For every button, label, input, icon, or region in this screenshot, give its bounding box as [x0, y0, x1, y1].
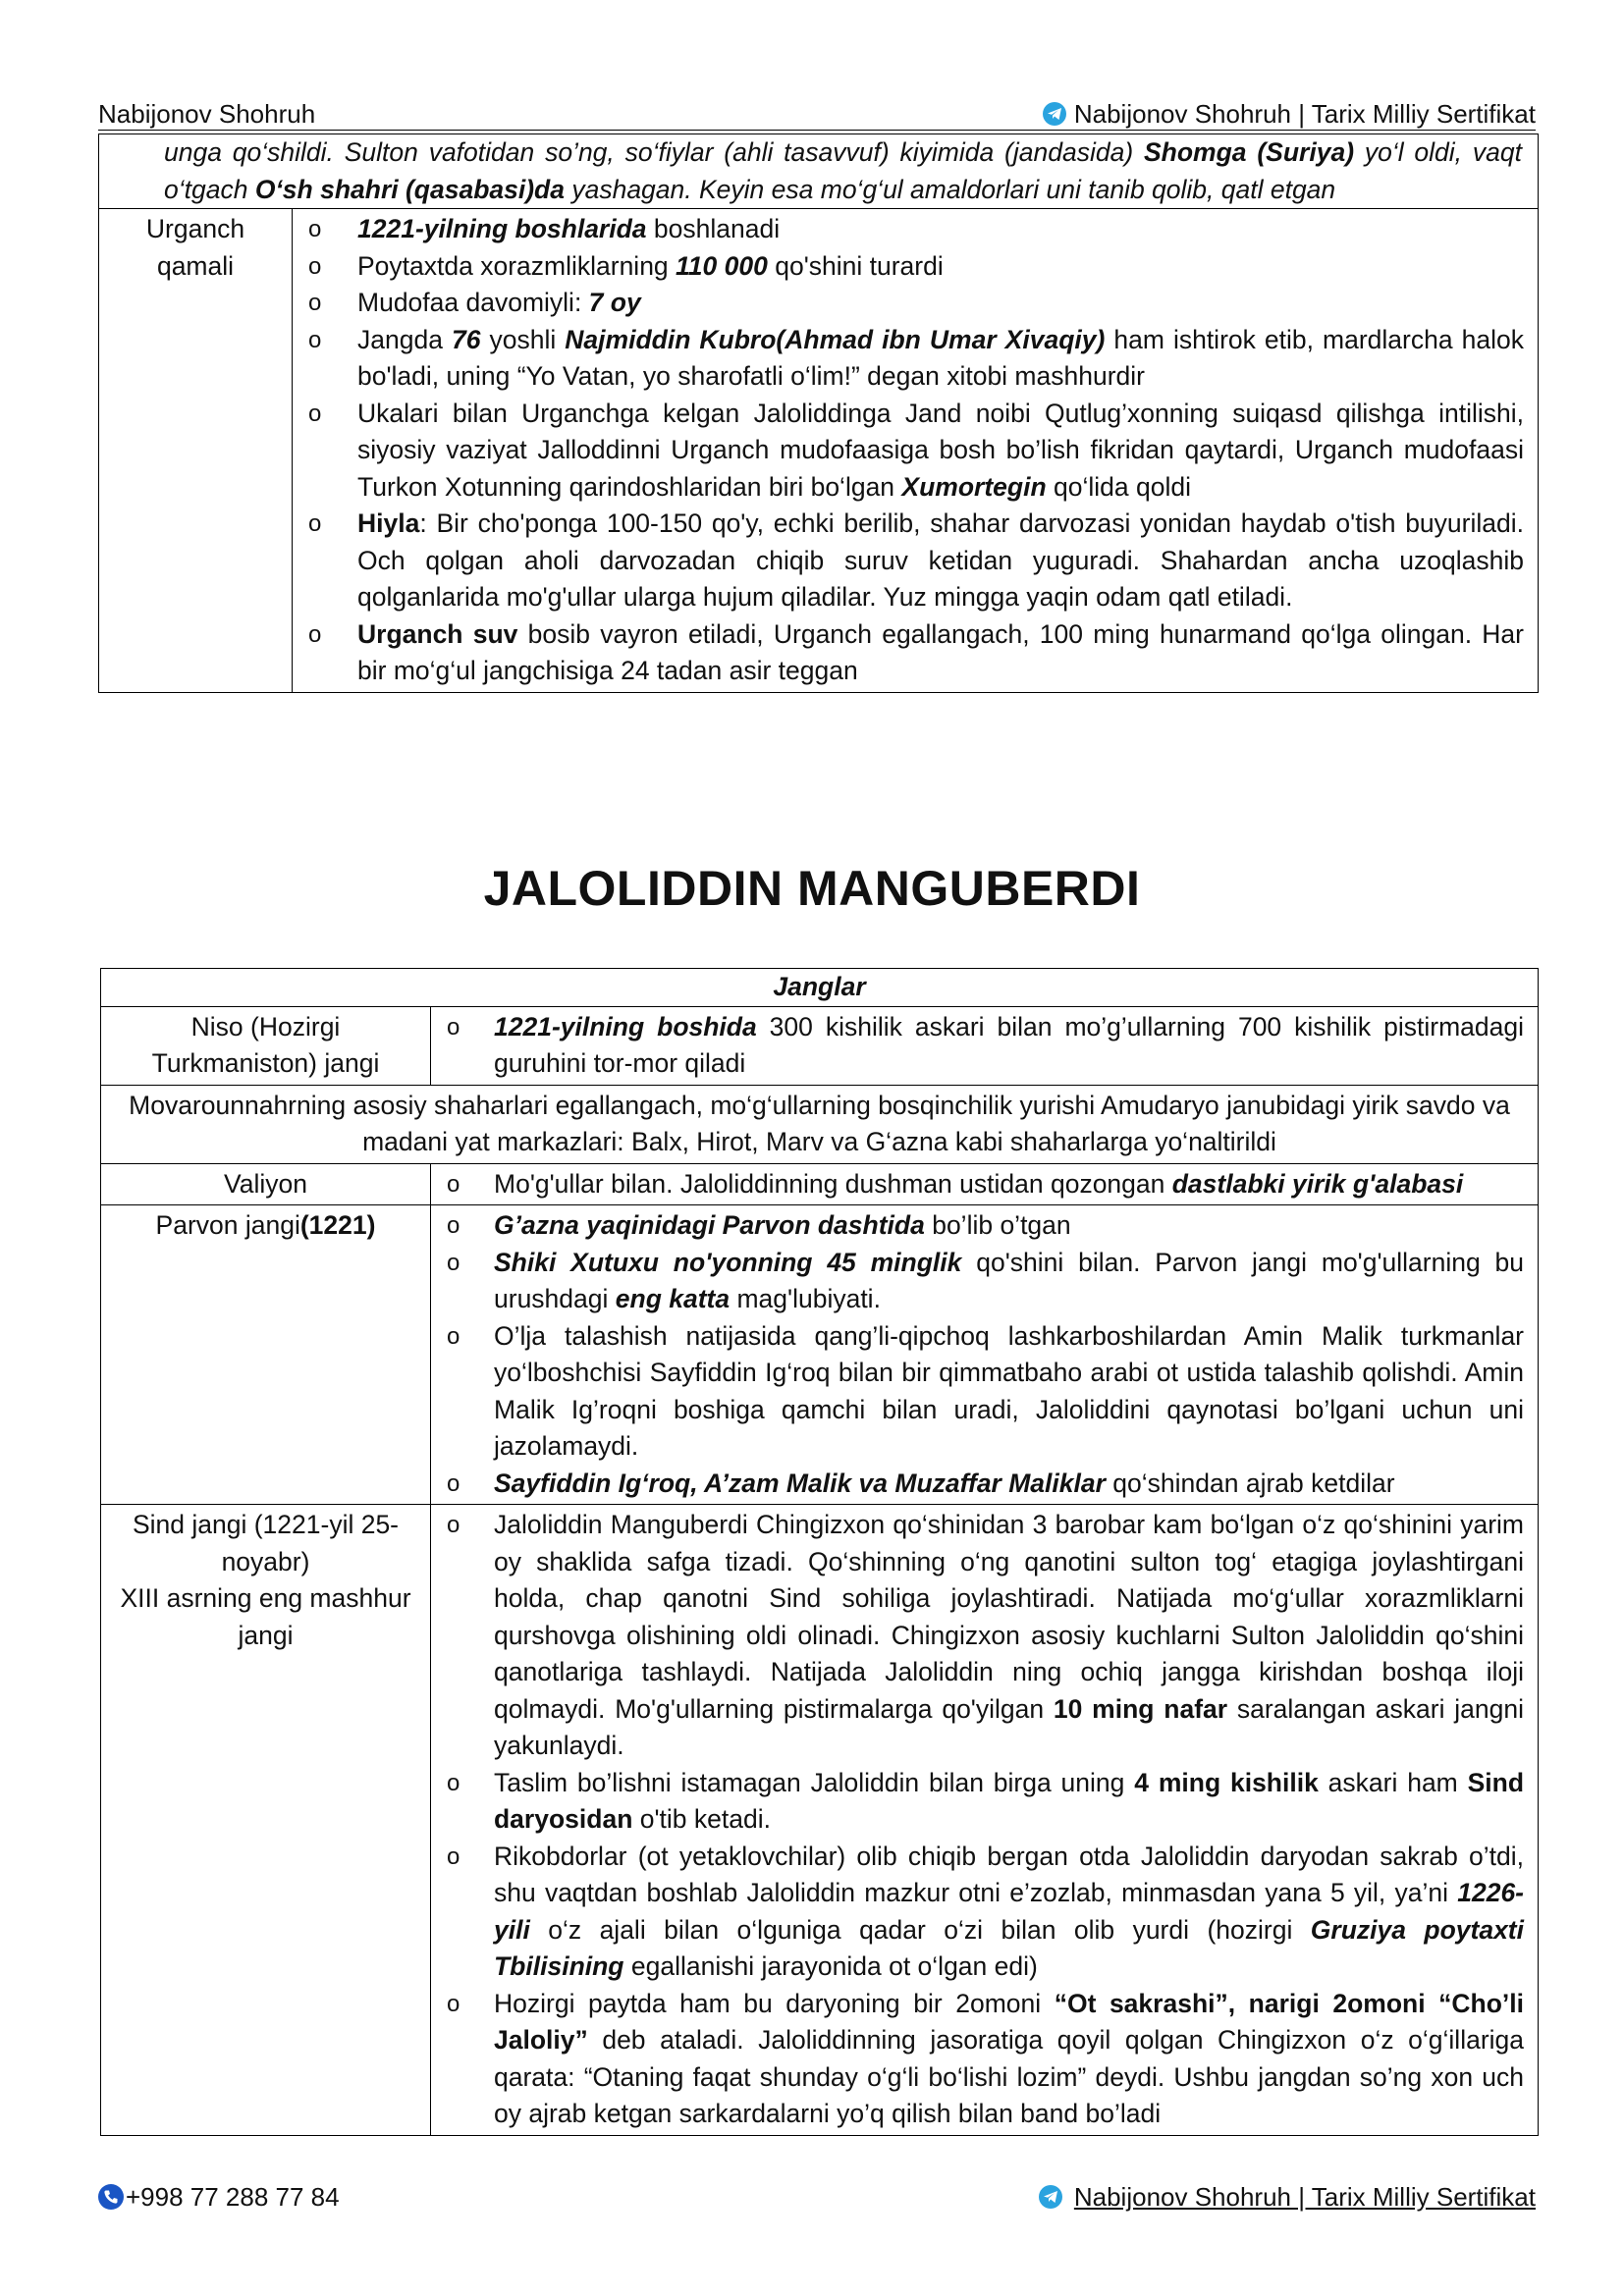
parvon-label-text: Parvon jangi: [155, 1210, 300, 1240]
text-run: 7 oy: [588, 288, 641, 317]
text-run: Shomga (Suriya): [1143, 137, 1355, 167]
list-item: [293, 248, 1524, 286]
text-run: yoshli: [480, 324, 566, 354]
text-run: askari ham: [1318, 1767, 1468, 1797]
text-run: Hozirgi paytda ham bu daryoning bir 2omoni: [494, 1988, 1055, 2018]
sind-items-cell: [431, 1505, 1539, 2136]
text-run: o‘z ajali bilan o‘lguniga qadar o‘zi bilan olib yurdi (hozirgi: [529, 1914, 1311, 1945]
text-run: Rikobdorlar (ot yetaklovchilar) olib chiqib bergan otda Jaloliddin daryodan sakrab o’tdi, shu vaqtdan boshlab Jaloliddin mazkur otni e’zozlab, minmasdan yana 5 yil, ya’ni: [494, 1841, 1525, 1907]
page-footer: [98, 2177, 1536, 2216]
header-author: Nabijonov Shohruh: [98, 99, 316, 129]
niso-items-cell: [431, 1006, 1539, 1085]
text-run: ham ishtirok etib, mardlarcha halok bo'ladi, uning “Yo Vatan, yo sharofatli o‘lim!” degan xitobi mashhurdir: [357, 324, 1524, 391]
urganch-table: [98, 133, 1539, 693]
list-item: [431, 1466, 1524, 1503]
text-run: boshlanadi: [646, 214, 781, 243]
text-run: deb ataladi. Jaloliddinning jasoratiga qoyil qolgan Chingizxon o‘z o‘g‘illariga qarata: “Otaning faqat shunday o‘g‘li bo‘lishi lozim” deydi. Ushbu jangdan so’ng xon uch oy ajrab ketgan sarkardalarni yo’q qilish bilan band bo’ladi: [494, 2025, 1525, 2128]
list-item: [431, 1245, 1524, 1318]
text-run: Gruziya poytaxti Tbilisining: [494, 1914, 1524, 1981]
text-run: Jangda: [357, 324, 452, 354]
text-run: unga qo‘shildi. Sulton vafotidan so’ng, so‘fiylar (ahli tasavvuf) kiyimida (jandasida): [164, 137, 1144, 167]
parvon-list: [431, 1205, 1538, 1504]
text-run: yashagan. Keyin esa mo‘g‘ul amaldorlari uni tanib qolib, qatl etgan: [564, 174, 1336, 204]
sind-list: [431, 1505, 1538, 2135]
list-item: [431, 1986, 1524, 2133]
telegram-icon: [1043, 102, 1066, 126]
page-header: [98, 94, 1536, 131]
niso-label: Niso (Hozirgi Turkmaniston) jangi: [101, 1006, 431, 1085]
text-run: 1221-yilning boshlarida: [357, 214, 647, 243]
text-run: 4 ming kishilik: [1134, 1767, 1319, 1797]
text-run: Poytaxtda xorazmliklarning: [357, 250, 677, 281]
niso-list: [431, 1007, 1538, 1085]
text-run: Ukalari bilan Urganchga kelgan Jaloliddinga Jand noibi Qutlug’xonning suiqasd qilishga intilishi, siyosiy vaziyat Jalloddinni Urganch mudofaasiga bosh bo’lish fikridan qaytardi, Urganch mudofaasi Turkon Xotunning qarindoshlaridan biri bo‘lgan: [357, 398, 1524, 502]
list-item: [431, 1009, 1524, 1083]
text-run: bosib vayron etiladi, Urganch egallangach, 100 ming hunarmand qo‘lga olingan. Har bir mo‘g‘ul jangchisiga 24 tadan asir teggan: [357, 618, 1524, 685]
list-item: [431, 1839, 1524, 1986]
battles-table: [100, 968, 1539, 2136]
list-item: [293, 396, 1524, 507]
footer-channel[interactable]: [1039, 2177, 1536, 2216]
text-run: Xumortegin: [901, 471, 1047, 502]
text-run: Najmiddin Kubro(Ahmad ibn Umar Xivaqiy): [565, 324, 1106, 354]
list-item: [293, 211, 1524, 248]
list-item: [431, 1318, 1524, 1466]
parvon-items-cell: [431, 1205, 1539, 1505]
urganch-list: [293, 209, 1538, 692]
text-run: eng katta: [615, 1284, 731, 1313]
text-run: Shiki Xutuxu no'yonning 45 minglik: [494, 1247, 962, 1277]
text-run: O‘sh shahri (qasabasi)da: [254, 174, 565, 204]
text-run: : Bir cho'ponga 100-150 qo'y, echki berilib, shahar darvozasi yonidan haydab o'tish buyuriladi. Och qolgan aholi darvozadan chiqib suruv ketidan yuguradi. Shahardan ancha uzoqlashib qolganlarida mo'g'ullar ularga hujum qiladilar. Yuz mingga yaqin odam qatl etiladi.: [357, 508, 1524, 612]
header-channel-label: Nabijonov Shohruh | Tarix Milliy Sertifikat: [1073, 99, 1536, 129]
urganch-label: Urganch qamali: [99, 209, 293, 693]
text-run: G’azna yaqinidagi Parvon dashtida: [494, 1210, 925, 1240]
telegram-icon: [1039, 2185, 1062, 2209]
section-title: JALOLIDDIN MANGUBERDI: [483, 861, 1141, 916]
text-run: qo'shini turardi: [767, 250, 944, 281]
text-run: 110 000: [676, 250, 768, 281]
list-item: [431, 1765, 1524, 1839]
text-run: saralangan askari jangni yakunlaydi.: [494, 1693, 1525, 1760]
phone-icon: [98, 2184, 124, 2210]
list-item: [293, 285, 1524, 322]
footer-channel-label: Nabijonov Shohruh | Tarix Milliy Sertifikat: [1073, 2182, 1536, 2212]
text-run: 1221-yilning boshida: [494, 1011, 757, 1041]
text-run: 300 kishilik askari bilan mo’g’ullarning 700 kishilik pistirmadagi guruhini tor-mor qiladi: [494, 1011, 1525, 1078]
continuation-text: [99, 134, 1539, 209]
sind-label-text: Sind jangi (1221-yil 25-noyabr): [132, 1510, 400, 1576]
valiyon-label: Valiyon: [101, 1163, 431, 1205]
text-run: yo‘l oldi, vaqt o‘tgach: [164, 137, 1522, 204]
list-item: [293, 616, 1524, 690]
text-run: 10 ming nafar: [1053, 1693, 1228, 1724]
header-channel[interactable]: [1043, 96, 1536, 132]
text-run: o'tib ketadi.: [632, 1804, 771, 1834]
text-run: Hiyla: [357, 508, 420, 538]
text-run: bo’lib o’tgan: [924, 1210, 1071, 1240]
text-run: egallanishi jarayonida ot o‘lgan edi): [623, 1951, 1038, 1981]
valiyon-items-cell: [431, 1163, 1539, 1205]
list-item: [431, 1207, 1524, 1245]
text-run: Jaloliddin Manguberdi Chingizxon qo‘shinidan 3 barobar kam bo‘lgan o‘z qo‘shinini yarim oy shaklida safga tizadi. Qo‘shinning o‘ng qanotini sulton tog‘ etagiga joylashtirgani holda, chap qanotni Sind sohiliga joylashtiradi. Natijada mo‘g‘ullar xorazmliklarni qurshovga olishining oldi olinadi. Chingizxon asosiy kuchlarni Sulton Jaloliddin qo‘shini qanotlariga tashlaydi. Natijada Jaloliddin ning ochiq jangga kirishdan boshqa iloji qolmaydi. Mo'g'ullarning pistirmalarga qo'yilgan: [494, 1510, 1525, 1724]
text-run: Taslim bo’lishni istamagan Jaloliddin bilan birga uning: [494, 1767, 1135, 1797]
urganch-items-cell: [293, 209, 1539, 693]
text-run: qo‘lida qoldi: [1046, 471, 1191, 502]
text-run: qo'shini bilan. Parvon jangi mo'g'ullarning bu urushdagi: [494, 1247, 1525, 1313]
text-run: “Ot sakrashi”, narigi 2omoni “Cho’li Jaloliy”: [494, 1988, 1525, 2055]
sind-sublabel: XIII asrning eng mashhur jangi: [120, 1583, 411, 1650]
footer-phone-number: +998 77 288 77 84: [126, 2182, 340, 2212]
text-run: dastlabki yirik g'alabasi: [1171, 1168, 1464, 1199]
valiyon-list: [431, 1164, 1538, 1205]
text-run: O’lja talashish natijasida qang’li-qipchoq lashkarboshilardan Amin Malik turkmanlar yo‘lboshchisi Sayfiddin Ig‘roq bilan bir qimmatbaho arabi ot ustida talashib qolishdi. Amin Malik Ig’roqni boshiga qamchi bilan uradi, Jaloliddini qaynotasi bo’lgani uchun uni jazolamaydi.: [494, 1320, 1525, 1461]
text-run: 76: [451, 324, 481, 354]
parvon-label-year: (1221): [299, 1210, 376, 1240]
list-item: [431, 1166, 1524, 1203]
footer-phone[interactable]: [98, 2177, 340, 2216]
movarounnahr-note: Movarounnahrning asosiy shaharlari egallangach, mo‘g‘ullarning bosqinchilik yurishi Amudaryo janubidagi yirik savdo va madani yat markazlari: Balx, Hirot, Marv va G‘azna kabi shaharlarga yo‘naltirildi: [101, 1085, 1539, 1163]
text-run: Urganch suv: [357, 618, 518, 649]
battles-heading: Janglar: [101, 969, 1539, 1007]
text-run: Mudofaa davomiyli:: [357, 288, 589, 317]
text-run: mag'lubiyati.: [730, 1284, 881, 1313]
sind-label: [101, 1505, 431, 2136]
text-run: 1226-yili: [494, 1878, 1525, 1945]
text-run: Mo'g'ullar bilan. Jaloliddinning dushman ustidan qozongan: [494, 1168, 1172, 1199]
text-run: Sayfiddin Ig‘roq, A’zam Malik va Muzaffar Maliklar: [494, 1468, 1106, 1498]
list-item: [431, 1507, 1524, 1765]
list-item: [293, 506, 1524, 616]
text-run: qo‘shindan ajrab ketdilar: [1105, 1468, 1395, 1498]
parvon-label: [101, 1205, 431, 1505]
text-run: Sind daryosidan: [494, 1767, 1525, 1834]
list-item: [293, 322, 1524, 396]
